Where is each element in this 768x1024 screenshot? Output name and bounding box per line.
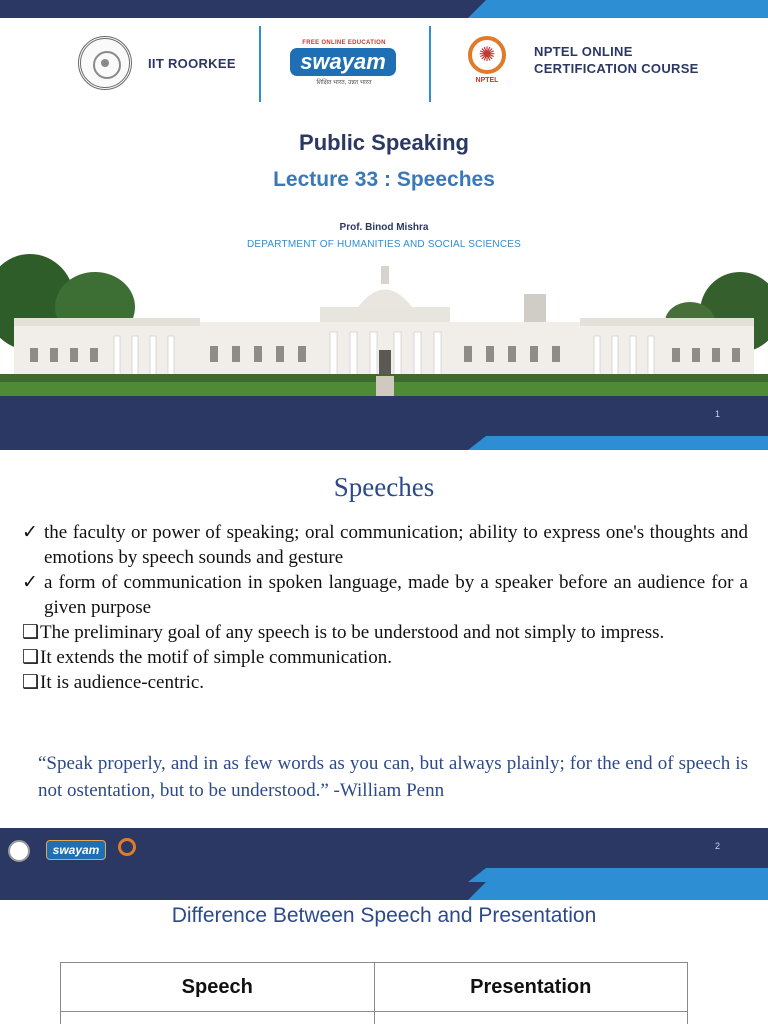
bullet-text: a form of communication in spoken language, made by a speaker before an audience for a given purpose <box>44 572 748 618</box>
page-number: 2 <box>715 841 721 851</box>
slide-title: Speeches <box>333 472 435 502</box>
bullet-item <box>22 620 748 645</box>
lecture-title: Lecture 33 : Speeches <box>273 168 495 191</box>
professor-name: Prof. Binod Mishra <box>339 222 429 233</box>
square-bullet-icon: ❑ <box>22 647 40 668</box>
checkmark-icon: ✓ <box>22 572 38 593</box>
content-slide-footer <box>0 828 768 882</box>
table-cell <box>61 1012 375 1024</box>
title-slide <box>0 0 768 450</box>
bullet-text: It extends the motif of simple communication. <box>40 647 392 668</box>
course-title: Public Speaking <box>299 130 469 155</box>
table-header-presentation: Presentation <box>374 963 688 1012</box>
bullet-item <box>22 520 748 570</box>
title-slide-footer <box>0 396 768 450</box>
logo-divider-right <box>429 26 431 102</box>
bullet-text: the faculty or power of speaking; oral communication; ability to express one's thoughts and emotions by speech sounds and gesture <box>44 522 748 568</box>
comparison-table <box>60 962 688 1024</box>
table-header-speech: Speech <box>61 963 375 1012</box>
nptel-line1: NPTEL ONLINE <box>534 44 633 59</box>
top-bar-accent <box>468 0 768 18</box>
department-name: DEPARTMENT OF HUMANITIES AND SOCIAL SCIENCES <box>246 239 522 250</box>
swayam-logo: swayam <box>46 840 106 860</box>
square-bullet-icon: ❑ <box>22 672 40 693</box>
table-cell <box>374 1012 688 1024</box>
nptel-emblem-icon <box>466 36 508 84</box>
iit-roorkee-label: IIT ROORKEE <box>148 55 236 71</box>
swayam-wordmark: swayam <box>290 48 396 76</box>
page-number: 1 <box>715 409 721 419</box>
bullet-item <box>22 670 748 695</box>
bullet-list <box>22 520 748 695</box>
speeches-slide <box>0 450 768 882</box>
difference-slide <box>0 882 768 1024</box>
checkmark-icon: ✓ <box>22 522 38 543</box>
slide-title: Difference Between Speech and Presentation <box>171 904 597 927</box>
bullet-text: It is audience-centric. <box>40 672 205 693</box>
campus-building-image <box>0 252 768 396</box>
nptel-emblem-icon <box>118 838 136 856</box>
iit-roorkee-logo-block <box>78 36 236 90</box>
logo-divider-left <box>259 26 261 102</box>
bullet-item <box>22 645 748 670</box>
top-bar-accent <box>468 882 768 900</box>
swayam-logo <box>288 40 400 88</box>
swayam-subtitle: शिक्षित भारत, उन्नत भारत <box>316 80 372 86</box>
footer-accent <box>468 868 768 882</box>
bullet-text: The preliminary goal of any speech is to be understood and not simply to impress. <box>40 622 665 643</box>
footer-accent <box>468 436 768 450</box>
william-penn-quote: “Speak properly, and in as few words as you can, but always plainly; for the end of speech is not ostentation, but to be understood.” -William Penn <box>38 753 748 801</box>
iit-roorkee-seal-icon <box>8 840 30 862</box>
iit-roorkee-seal-icon <box>78 36 132 90</box>
square-bullet-icon: ❑ <box>22 622 40 643</box>
nptel-line2: CERTIFICATION COURSE <box>534 61 699 76</box>
bullet-item <box>22 570 748 620</box>
nptel-text <box>534 44 699 76</box>
swayam-tagline: FREE ONLINE EDUCATION <box>302 40 386 46</box>
nptel-mini-label: NPTEL <box>475 77 499 84</box>
nptel-logo-block <box>466 36 699 84</box>
